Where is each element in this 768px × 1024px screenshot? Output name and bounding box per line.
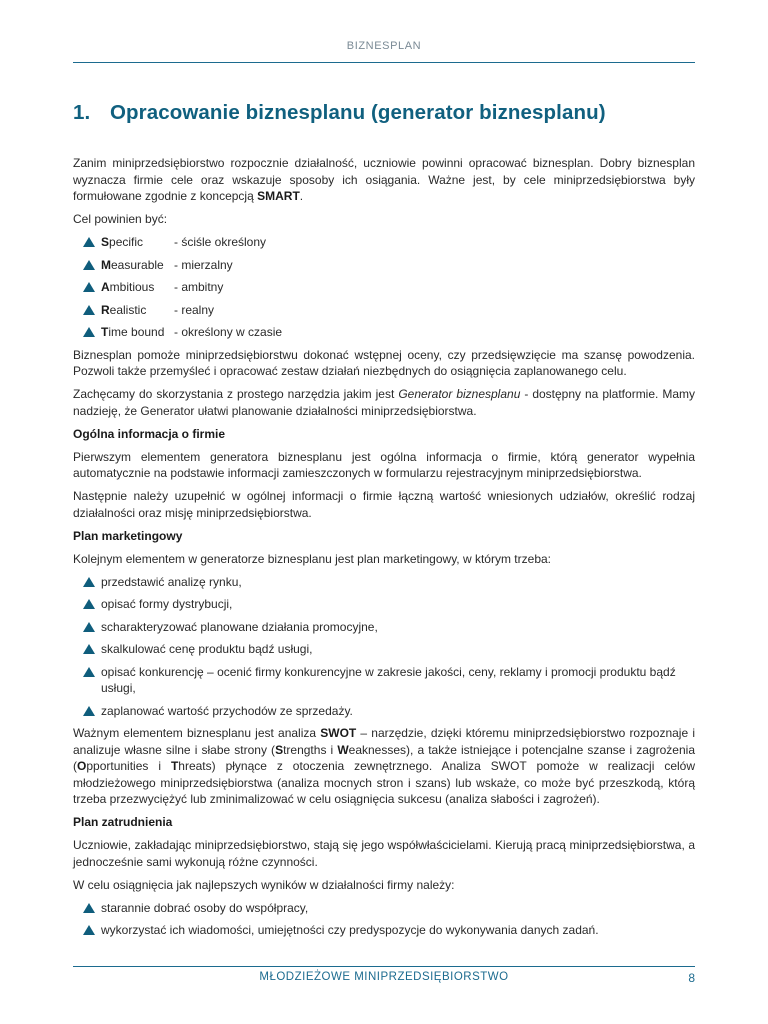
employment-paragraph-2: W celu osiągnięcia jak najlepszych wyników w działalności firmy należy: [73,877,455,892]
smart-item: Realistic - realny [73,302,695,319]
generator-paragraph: Zachęcamy do skorzystania z prostego narzędzia jakim jest Generator biznesplanu - dostępny na platformie. Mamy nadzieję, że Generator ułatwi planowanie działalności miniprzedsiębiorstwa. [73,387,696,418]
triangle-up-icon [83,706,95,716]
triangle-up-icon [83,305,95,315]
company-info-paragraph-2: Następnie należy uzupełnić w ogólnej informacji o firmie łączną wartość wniesionych udziałów, określić rodzaj działalności oraz misję miniprzedsiębiorstwa. [73,489,695,520]
employment-heading: Plan zatrudnienia [73,815,173,829]
marketing-intro: Kolejnym elementem w generatorze biznesplanu jest plan marketingowy, w którym trzeba: [73,551,551,566]
swot-paragraph: Ważnym elementem biznesplanu jest analiza SWOT – narzędzie, dzięki któremu miniprzedsiębiorstwo rozpoznaje i analizuje własne silne i słabe strony (Strengths i Weaknesses), a także istniejące i potencjalne szanse i zagrożenia (Opportunities i Threats) płynące z otoczenia zewnętrznego. Analiza SWOT pomoże w realizacji celów młodzieżowego miniprzedsiębiorstwa (analiza mocnych stron i szans) lub wskaże, co może być przeszkodą, którą trzeba przezwyciężyć lub zminimalizować w celu osiągnięcia sukcesu (analiza słabości i zagrożeń). [73,726,696,806]
smart-item: Measurable - mierzalny [73,257,695,274]
triangle-up-icon [83,282,95,292]
running-footer: MŁODZIEŻOWE MINIPRZEDSIĘBIORSTWO [259,971,509,983]
smart-item: Specific - ściśle określony [73,234,695,251]
company-info-paragraph-1: Pierwszym elementem generatora biznesplanu jest ogólna informacja o firmie, którą generator wypełnia automatycznie na podstawie informacji zamieszczonych w formularzu rejestracyjnym miniprzedsiębiorstwa. [73,449,695,480]
triangle-up-icon [83,327,95,337]
generator-name: Generator biznesplanu [398,387,521,401]
list-item: zaplanować wartość przychodów ze sprzedaży. [73,703,695,720]
list-item: scharakteryzować planowane działania promocyjne, [73,619,695,636]
triangle-up-icon [83,667,95,677]
footer-rule [73,966,695,967]
triangle-up-icon [83,644,95,654]
list-item: starannie dobrać osoby do współpracy, [73,900,695,917]
section-title: Opracowanie biznesplanu (generator biznesplanu) [110,101,606,124]
triangle-up-icon [83,237,95,247]
page-number: 8 [688,971,695,985]
smart-item: Ambitious - ambitny [73,279,695,296]
smart-item: Time bound - określony w czasie [73,324,695,341]
triangle-up-icon [83,925,95,935]
smart-list [73,234,695,341]
goal-intro: Cel powinien być: [73,212,168,226]
triangle-up-icon [83,599,95,609]
business-plan-paragraph: Biznesplan pomoże miniprzedsiębiorstwu dokonać wstępnej oceny, czy przedsięwzięcie ma szansę powodzenia. Pozwoli także przemyśleć i opracować zestaw działań niezbędnych do osiągnięcia zaplanowanego celu. [73,347,695,378]
marketing-heading: Plan marketingowy [73,528,183,543]
section-heading [73,101,606,125]
company-info-heading: Ogólna informacja o firmie [73,426,226,441]
list-item: opisać formy dystrybucji, [73,596,695,613]
triangle-up-icon [83,260,95,270]
marketing-list [73,574,695,720]
smart-term: SMART [257,189,300,203]
triangle-up-icon [83,903,95,913]
header-rule [73,62,695,63]
triangle-up-icon [83,577,95,587]
page-content [73,155,695,945]
section-number: 1. [73,101,91,124]
list-item: przedstawić analizę rynku, [73,574,695,591]
document-page [73,0,695,1024]
running-header: BIZNESPLAN [346,40,422,52]
list-item: opisać konkurencję – ocenić firmy konkurencyjne w zakresie jakości, ceny, reklamy i promocji produktu bądź usługi, [73,664,695,697]
triangle-up-icon [83,622,95,632]
employment-list [73,900,695,939]
employment-paragraph-1: Uczniowie, zakładając miniprzedsiębiorstwo, stają się jego współwłaścicielami. Kierują pracą miniprzedsiębiorstwa, a jednocześnie sami wykonują różne czynności. [73,838,695,869]
list-item: skalkulować cenę produktu bądź usługi, [73,641,695,658]
list-item: wykorzystać ich wiadomości, umiejętności czy predyspozycje do wykonywania danych zadań. [73,922,695,939]
intro-paragraph: Zanim miniprzedsiębiorstwo rozpocznie działalność, uczniowie powinni opracować biznesplan. Dobry biznesplan wyznacza firmie cele oraz wskazuje sposoby ich osiągania. Ważne jest, by cele miniprzedsiębiorstwa były formułowane zgodnie z koncepcją SMART. [73,156,695,203]
